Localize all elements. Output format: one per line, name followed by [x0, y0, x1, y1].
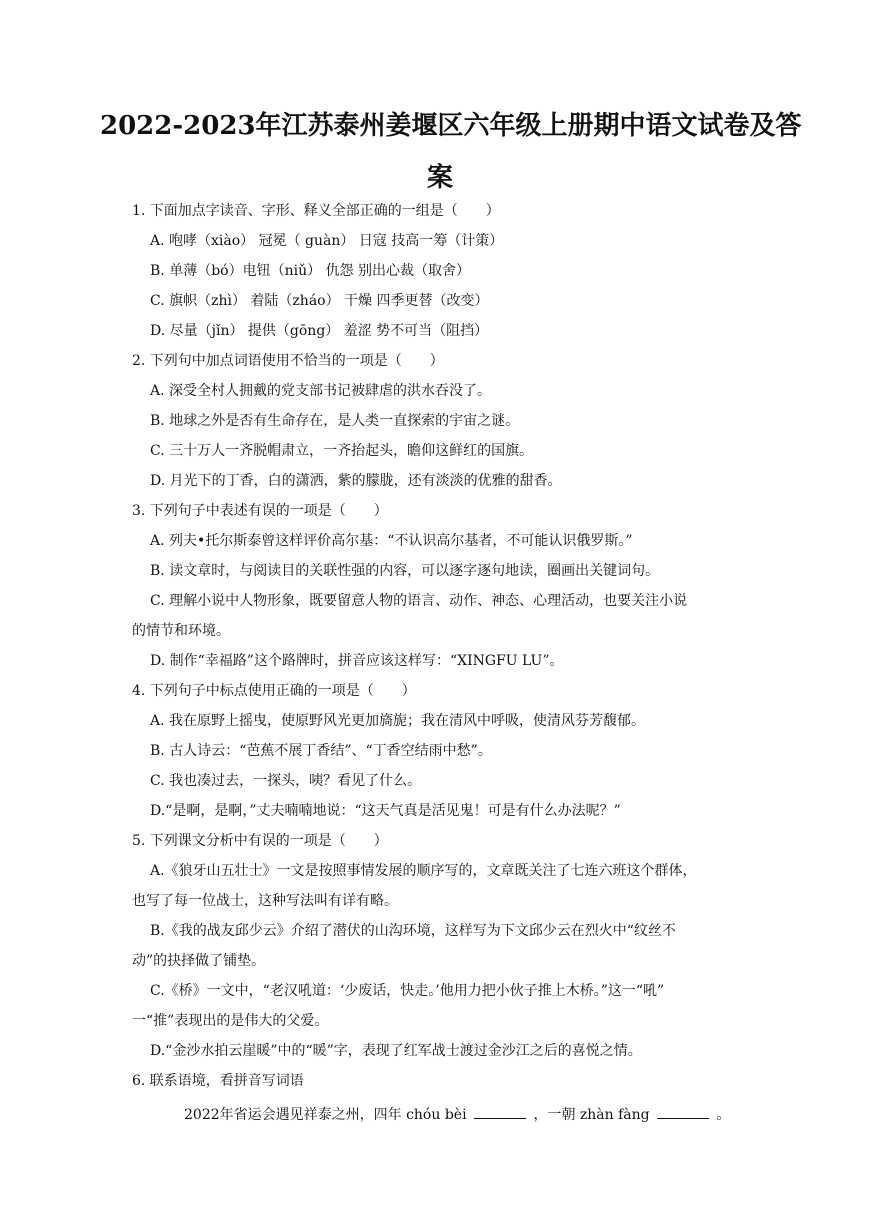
- option-3a: A. 列夫•托尔斯泰曾这样评价高尔基：“不认识高尔基者，不可能认识俄罗斯。”: [150, 533, 633, 549]
- question-6: 6. 联系语境，看拼音写词语: [132, 1073, 304, 1089]
- option-2a: A. 深受全村人拥戴的党支部书记被肆虐的洪水吞没了。: [150, 383, 492, 399]
- question-3: 3. 下列句子中表述有误的一项是（ ）: [132, 503, 388, 519]
- option-5c-continued: 一“推”表现出的是伟大的父爱。: [132, 1013, 329, 1029]
- option-2b: B. 地球之外是否有生命存在，是人类一直探索的宇宙之谜。: [150, 413, 520, 429]
- option-1d: D. 尽量（jǐn） 提供（gōng） 羞涩 势不可当（阻挡）: [150, 323, 489, 339]
- question-list: [132, 196, 742, 1130]
- question-1: 1. 下面加点字读音、字形、释义全部正确的一组是（ ）: [132, 203, 500, 219]
- fill-text-3: 。: [716, 1107, 731, 1123]
- option-5b-continued: 动”的抉择做了铺垫。: [132, 953, 266, 969]
- option-4b: B. 古人诗云：“芭蕉不展丁香结”、“丁香空结雨中愁”。: [150, 743, 492, 759]
- answer-blank-2[interactable]: [657, 1103, 709, 1119]
- option-3d: D. 制作“幸福路”这个路牌时，拼音应该这样写：“XINGFU LU”。: [150, 653, 564, 669]
- fill-text-1: 2022年省运会遇见祥泰之州，四年 chóu bèi: [184, 1107, 467, 1123]
- option-3b: B. 读文章时，与阅读目的关联性强的内容，可以逐字逐句地读，圈画出关键词句。: [150, 563, 660, 579]
- option-4c: C. 我也凑过去，一探头，咦？看见了什么。: [150, 773, 422, 789]
- question-2: 2. 下列句中加点词语使用不恰当的一项是（ ）: [132, 353, 444, 369]
- option-1c: C. 旗帜（zhì） 着陆（zháo） 干燥 四季更替（改变）: [150, 293, 489, 309]
- option-3c: C. 理解小说中人物形象，既要留意人物的语言、动作、神态、心理活动，也要关注小说: [150, 593, 688, 609]
- option-1b: B. 单薄（bó）电钮（niǔ） 仇怨 别出心裁（取舍）: [150, 263, 470, 279]
- question-5: 5. 下列课文分析中有误的一项是（ ）: [132, 833, 388, 849]
- option-5c: C.《桥》一文中，“老汉吼道：‘少废话，快走。’他用力把小伙子推上木桥。”这一“吼”: [150, 983, 665, 999]
- option-4a: A. 我在原野上摇曳，使原野风光更加旖旎；我在清风中呼吸，使清风芬芳馥郁。: [150, 713, 646, 729]
- answer-blank-1[interactable]: [474, 1103, 526, 1119]
- option-5b: B.《我的战友邱少云》介绍了潜伏的山沟环境，这样写为下文邱少云在烈火中“纹丝不: [150, 923, 676, 939]
- option-1a: A. 咆哮（xiào） 冠冕（ guàn） 日寇 技高一筹（计策）: [150, 233, 504, 249]
- document-title: [100, 100, 802, 204]
- option-2d: D. 月光下的丁香，白的潇洒，紫的朦胧，还有淡淡的优雅的甜香。: [150, 473, 562, 489]
- fill-text-2: ，一朝 zhàn fàng: [533, 1107, 650, 1123]
- title-line-2: 案: [426, 163, 453, 193]
- option-2c: C. 三十万人一齐脱帽肃立，一齐抬起头，瞻仰这鲜红的国旗。: [150, 443, 534, 459]
- option-5a: A.《狼牙山五壮士》一文是按照事情发展的顺序写的，文章既关注了七连六班这个群体，: [150, 863, 697, 879]
- option-5d: D.“金沙水拍云崖暖”中的“暖”字，表现了红军战士渡过金沙江之后的喜悦之情。: [150, 1043, 642, 1059]
- fill-in-sentence: [132, 1100, 742, 1130]
- title-line-1: 2022-2023年江苏泰州姜堰区六年级上册期中语文试卷及答: [100, 111, 802, 141]
- option-4d: D.“是啊，是啊，”丈夫喃喃地说：“这天气真是活见鬼！可是有什么办法呢？”: [150, 803, 621, 819]
- option-3c-continued: 的情节和环境。: [132, 623, 230, 639]
- question-4: 4. 下列句子中标点使用正确的一项是（ ）: [132, 683, 416, 699]
- option-5a-continued: 也写了每一位战士，这种写法叫有详有略。: [132, 893, 398, 909]
